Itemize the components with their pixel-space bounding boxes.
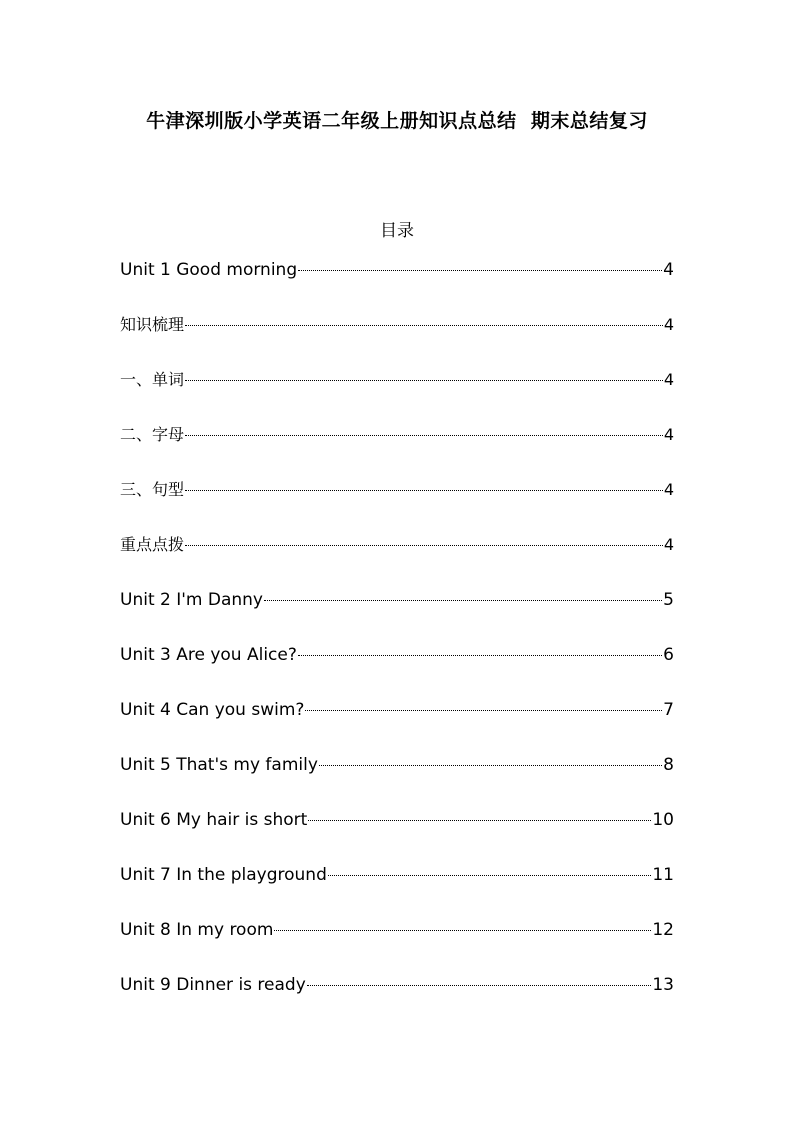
toc-entry-page-number: 4 [663,315,674,334]
toc-entry-page-number: 6 [663,645,674,665]
toc-entry-label: Unit 7 In the playground [120,865,327,885]
toc-entry-label: Unit 8 In my room [120,920,274,940]
toc-entry-page-number: 4 [663,480,674,499]
toc-dot-leader [307,984,652,986]
toc-entry[interactable] [120,643,674,698]
toc-entry-label: Unit 9 Dinner is ready [120,975,306,995]
toc-entry-label: Unit 1 Good morning [120,260,298,280]
toc-dot-leader [185,489,663,491]
toc-dot-leader [328,874,651,876]
toc-entry[interactable] [120,313,674,368]
toc-entry[interactable] [120,808,674,863]
toc-entry-label: Unit 4 Can you swim? [120,700,305,720]
toc-entry-label: Unit 5 That's my family [120,755,318,775]
toc-entry[interactable] [120,368,674,423]
toc-dot-leader [185,379,663,381]
toc-entry[interactable] [120,918,674,973]
toc-entry[interactable] [120,423,674,478]
toc-entry-page-number: 10 [652,810,674,830]
table-of-contents [120,258,674,1028]
toc-entry-page-number: 4 [663,535,674,554]
toc-entry-page-number: 4 [663,370,674,389]
toc-entry-label: 二、字母 [120,425,185,444]
toc-entry-page-number: 12 [652,920,674,940]
toc-dot-leader [319,764,662,766]
toc-dot-leader [264,599,662,601]
toc-entry[interactable] [120,973,674,1028]
toc-entry[interactable] [120,478,674,533]
toc-entry-label: Unit 3 Are you Alice? [120,645,297,665]
toc-entry-page-number: 4 [663,260,674,280]
toc-entry-page-number: 13 [652,975,674,995]
toc-entry-label: Unit 2 I'm Danny [120,590,263,610]
toc-entry-label: 重点点拨 [120,535,185,554]
toc-entry-label: 三、句型 [120,480,185,499]
toc-entry[interactable] [120,863,674,918]
toc-entry-label: 知识梳理 [120,315,185,334]
toc-entry-label: 一、单词 [120,370,185,389]
toc-dot-leader [274,929,651,931]
toc-entry-label: Unit 6 My hair is short [120,810,308,830]
toc-entry[interactable] [120,588,674,643]
toc-heading: 目录 [380,221,414,241]
document-title: 牛津深圳版小学英语二年级上册知识点总结 期末总结复习 [146,110,648,132]
toc-entry[interactable] [120,533,674,588]
toc-dot-leader [298,654,662,656]
toc-entry[interactable] [120,258,674,313]
toc-entry-page-number: 7 [663,700,674,720]
toc-dot-leader [185,544,663,546]
toc-entry[interactable] [120,698,674,753]
toc-dot-leader [308,819,651,821]
toc-dot-leader [305,709,662,711]
toc-entry-page-number: 11 [652,865,674,885]
toc-entry[interactable] [120,753,674,808]
toc-dot-leader [185,434,663,436]
toc-entry-page-number: 4 [663,425,674,444]
toc-dot-leader [185,324,663,326]
toc-dot-leader [298,269,662,271]
toc-entry-page-number: 5 [663,590,674,610]
toc-entry-page-number: 8 [663,755,674,775]
